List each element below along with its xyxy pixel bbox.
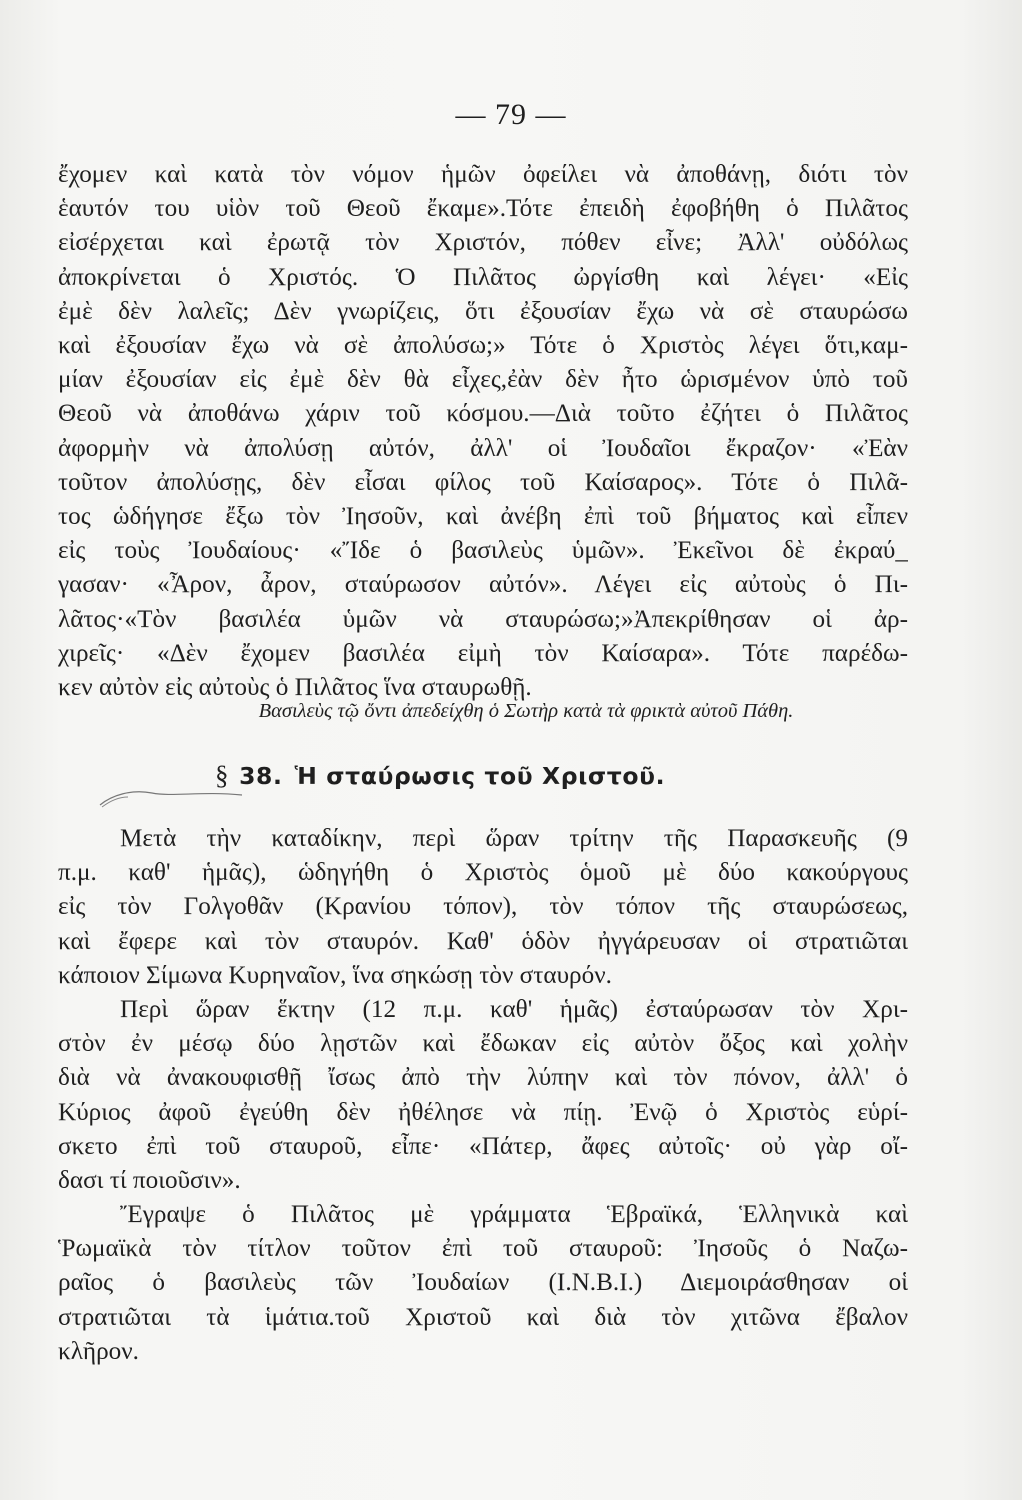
text-line: καὶ ἔφερε καὶ τὸν σταυρόν. Καθ' ὁδὸν ἠγγάρευσαν οἱ στρατιῶται — [58, 927, 908, 955]
section-symbol: § — [215, 760, 230, 790]
text-line: ἀποκρίνεται ὁ Χριστός. Ὁ Πιλᾶτος ὠργίσθη καὶ λέγει· «Εἰς — [58, 263, 908, 291]
text-line: στρατιῶται τὰ ἱμάτια.τοῦ Χριστοῦ καὶ διὰ τὸν χιτῶνα ἔβαλον — [58, 1303, 908, 1331]
section-title: Ἡ σταύρωσις τοῦ Χριστοῦ. — [294, 762, 666, 790]
text-line: χιρεῖς· «Δὲν ἔχομεν βασιλέα εἰμὴ τὸν Καίσαρα». Τότε παρέδω- — [58, 639, 908, 667]
text-line: Κύριος ἀφοῦ ἐγεύθη δὲν ἠθέλησε νὰ πίῃ. Ἐνῷ ὁ Χριστὸς εὑρί- — [58, 1098, 908, 1126]
text-line: εἰς τοὺς Ἰουδαίους· «Ἴδε ὁ βασιλεὺς ὑμῶν». Ἐκεῖνοι δὲ ἐκραύ_ — [58, 537, 908, 565]
text-line: ἀφορμὴν νὰ ἀπολύσῃ αὐτόν, ἀλλ' οἱ Ἰουδαῖοι ἔκραζον· «Ἐὰν — [58, 434, 908, 462]
text-line: μίαν ἐξουσίαν εἰς ἐμὲ δὲν θὰ εἶχες,ἐὰν δὲν ἦτο ὡρισμένον ὑπὸ τοῦ — [58, 366, 908, 394]
text-line: καὶ ἐξουσίαν ἔχω νὰ σὲ ἀπολύσω;» Τότε ὁ Χριστὸς λέγει ὅτι,καμ- — [58, 332, 908, 359]
text-line: κεν αὐτὸν εἰς αὐτοὺς ὁ Πιλᾶτος ἵνα σταυρωθῇ. — [58, 674, 532, 701]
text-line: δασι τί ποιοῦσιν». — [58, 1167, 241, 1194]
text-line: εἰσέρχεται καὶ ἐρωτᾷ τὸν Χριστόν, πόθεν εἶνε; Ἀλλ' οὐδόλως — [58, 229, 908, 257]
text-line: Περὶ ὥραν ἕκτην (12 π.μ. καθ' ἡμᾶς) ἐσταύρωσαν τὸν Χρι- — [120, 996, 908, 1023]
image-caption: Βασιλεὺς τῷ ὄντι ἀπεδείχθη ὁ Σωτὴρ κατὰ τὰ φρικτὰ αὐτοῦ Πάθη. — [258, 700, 794, 722]
text-line: τοῦτον ἀπολύσῃς, δὲν εἶσαι φίλος τοῦ Καίσαρος». Τότε ὁ Πιλᾶ- — [58, 468, 908, 496]
text-line: Μετὰ τὴν καταδίκην, περὶ ὥραν τρίτην τῆς Παρασκευῆς (9 — [120, 825, 908, 852]
text-line: κάποιον Σίμωνα Κυρηναῖον, ἵνα σηκώσῃ τὸν σταυρόν. — [58, 961, 612, 989]
text-line: ραῖος ὁ βασιλεὺς τῶν Ἰουδαίων (Ι.Ν.Β.Ι.) Διεμοιράσθησαν οἱ — [58, 1269, 908, 1297]
text-line: τος ὡδήγησε ἔξω τὸν Ἰησοῦν, καὶ ἀνέβη ἐπὶ τοῦ βήματος καὶ εἶπεν — [58, 503, 908, 530]
text-line: Ἔγραψε ὁ Πιλᾶτος μὲ γράμματα Ἑβραϊκά, Ἑλληνικὰ καὶ — [120, 1201, 908, 1228]
text-line: ἑαυτόν του υἱὸν τοῦ Θεοῦ ἔκαμε».Τότε ἐπειδὴ ἐφοβήθη ὁ Πιλᾶτος — [58, 195, 908, 223]
text-line: ἔχομεν καὶ κατὰ τὸν νόμον ἡμῶν ὀφείλει νὰ ἀποθάνῃ, διότι τὸν — [58, 161, 908, 188]
text-line: γασαν· «Ἆρον, ἆρον, σταύρωσον αὐτόν». Λέγει εἰς αὐτοὺς ὁ Πι- — [58, 571, 908, 599]
text-line: π.μ. καθ' ἡμᾶς), ὡδηγήθη ὁ Χριστὸς ὁμοῦ μὲ δύο κακούργους — [58, 859, 908, 887]
text-line: Θεοῦ νὰ ἀποθάνω χάριν τοῦ κόσμου.—Διὰ τοῦτο ἐζήτει ὁ Πιλᾶτος — [58, 400, 908, 428]
section-heading — [215, 760, 665, 791]
text-line: κλῆρον. — [58, 1337, 139, 1365]
text-line: λᾶτος·«Τὸν βασιλέα ὑμῶν νὰ σταυρώσω;»Ἀπεκρίθησαν οἱ ἀρ- — [58, 605, 908, 633]
text-line: διὰ νὰ ἀνακουφισθῇ ἴσως ἀπὸ τὴν λύπην καὶ τὸν πόνον, ἀλλ' ὁ — [58, 1064, 908, 1092]
text-line: ἐμὲ δὲν λαλεῖς; Δὲν γνωρίζεις, ὅτι ἐξουσίαν ἔχω νὰ σὲ σταυρώσω — [58, 297, 908, 325]
page-number: — 79 — — [455, 98, 567, 131]
text-line: στὸν ἐν μέσῳ δύο λῃστῶν καὶ ἔδωκαν εἰς αὐτὸν ὄξος καὶ χολὴν — [58, 1030, 908, 1058]
section-number: 38. — [239, 762, 283, 790]
text-line: Ῥωμαϊκὰ τὸν τίτλον τοῦτον ἐπὶ τοῦ σταυροῦ: Ἰησοῦς ὁ Ναζω- — [58, 1235, 908, 1263]
text-line: σκετο ἐπὶ τοῦ σταυροῦ, εἶπε· «Πάτερ, ἄφες αὐτοῖς· οὐ γὰρ οἴ- — [58, 1132, 908, 1160]
text-line: εἰς τὸν Γολγοθᾶν (Κρανίου τόπον), τὸν τόπον τῆς σταυρώσεως, — [58, 893, 908, 921]
